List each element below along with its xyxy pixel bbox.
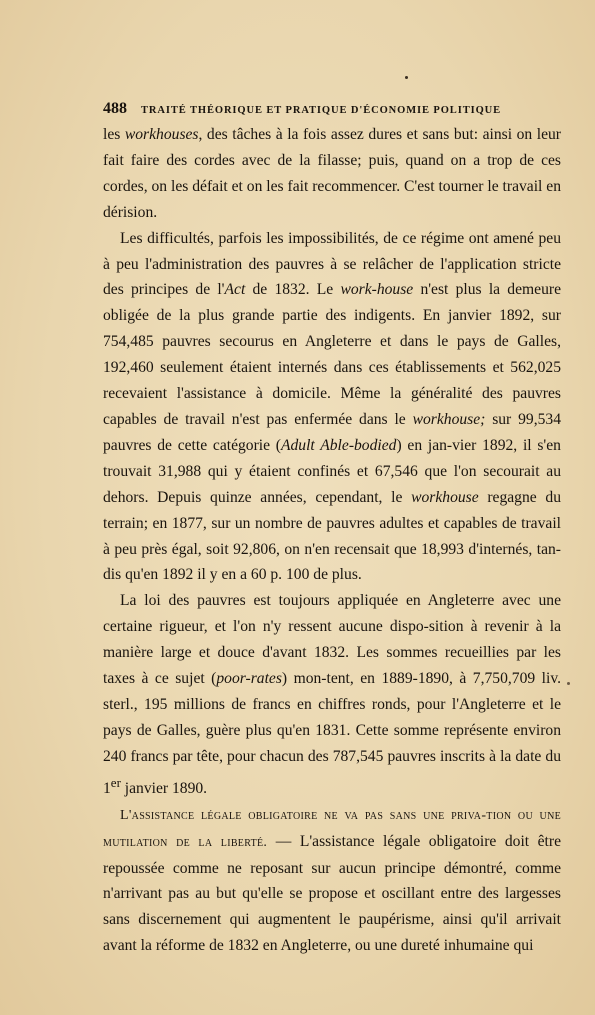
paragraph-3: La loi des pauvres est toujours appliquée en Angleterre avec une certaine rigueur, et l'on n'y ressent aucune dispo-sition à revenir à la manière large et douce d'avant 1832. Les sommes recueillies par les taxes à ce sujet (poor-rates) mon-tent, en 1889-1890, à 7,750,709 liv. sterl., 195 millions de francs en chiffres ronds, pour l'Angleterre et le pays de Galles, guère plus qu'en 1831. Cette somme représente environ 240 francs par tête, pour chacun des 787,545 pauvres inscrits à la date du 1er janvier 1890. <box>103 592 562 797</box>
ink-speck <box>405 76 408 79</box>
ink-speck <box>567 682 570 685</box>
paragraph-4: L'assistance légale obligatoire ne va pas sans une priva-tion ou une mutilation de la liberté. — L'assistance légale obligatoire doit être repoussée comme ne reposant sur aucun principe démontré, comme n'arrivant pas au but qu'elle se propose et oscillant entre des largesses sans discernement qui augmentent le paupérisme, ainsi qu'il arrivait avant la réforme de 1832 en Angleterre, ou une dureté inhumaine qui <box>103 807 561 955</box>
paragraph-1: les workhouses, des tâches à la fois assez dures et sans but: ainsi on leur fait faire des cordes avec de la filasse; puis, quand on a trop de ces cordes, on les défait et on les fait recommencer. C'est tourner le travail en dérision. <box>103 126 561 221</box>
page-header <box>103 99 563 121</box>
paragraph-2: Les difficultés, parfois les impossibilités, de ce régime ont amené peu à peu l'administration des pauvres à se relâcher de l'application stricte des principes de l'Act de 1832. Le work-house n'est plus la demeure obligée de la plus grande partie des indigents. En janvier 1892, sur 754,485 pauvres secourus en Angleterre et dans le pays de Galles, 192,460 seulement étaient internés dans ces établissements et 562,025 recevaient l'assistance à domicile. Même la généralité des pauvres capables de travail n'est pas enfermée dans le workhouse; sur 99,534 pauvres de cette catégorie (Adult Able-bodied) en jan-vier 1892, il s'en trouvait 31,988 qui y étaient confinés et 67,546 que l'on secourait au dehors. Depuis quinze années, cependant, le workhouse regagne du terrain; en 1877, sur un nombre de pauvres adultes et capables de travail à peu près égal, soit 92,806, on n'en recensait que 18,993 d'internés, tan-dis qu'en 1892 il y en a 60 p. 100 de plus. <box>103 229 561 584</box>
body-text <box>103 122 561 959</box>
running-title: TRAITÉ THÉORIQUE ET PRATIQUE D'ÉCONOMIE POLITIQUE <box>141 105 502 116</box>
page-number: 488 <box>103 100 127 117</box>
